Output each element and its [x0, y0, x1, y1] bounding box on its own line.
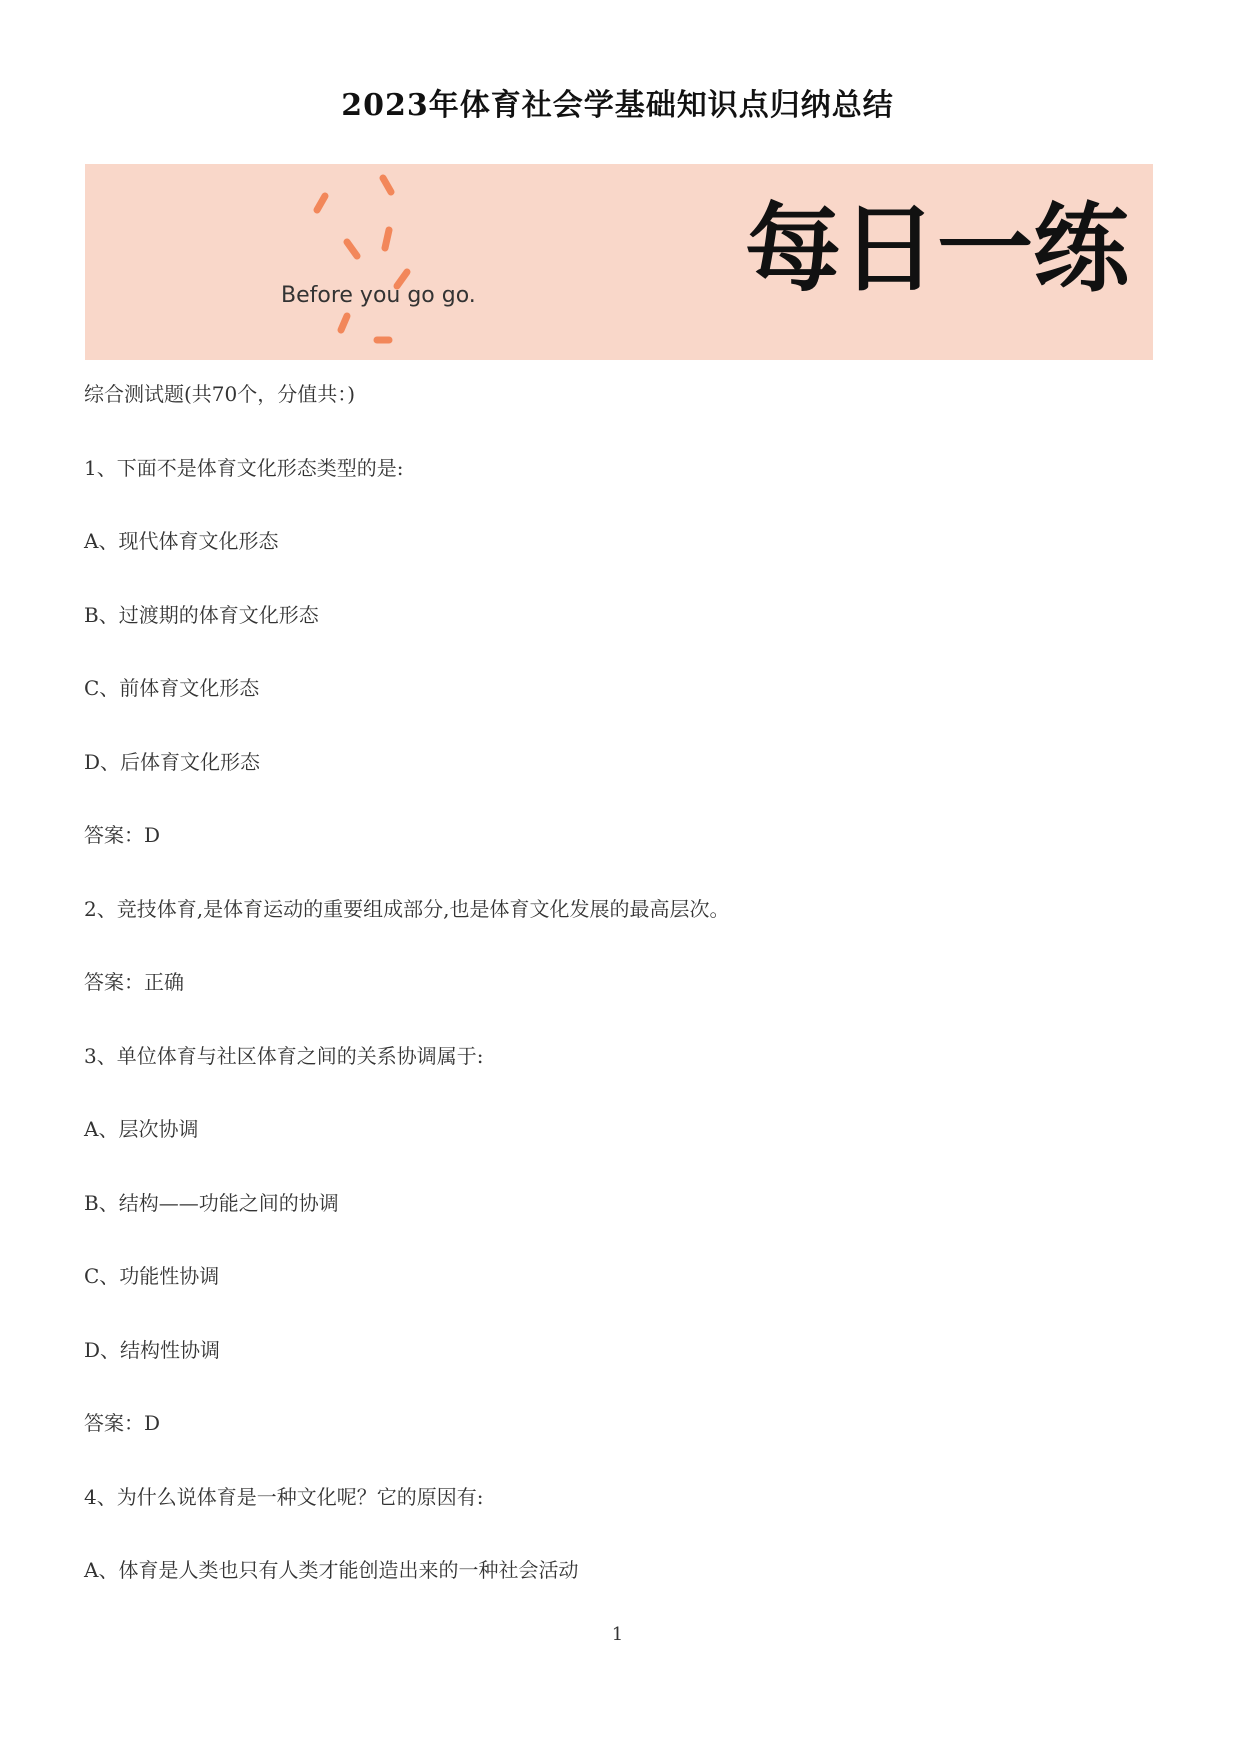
page-number: 1: [611, 1624, 624, 1645]
banner-graphic: [85, 164, 1153, 360]
banner-image: [85, 164, 1153, 360]
question-2: 2、竞技体育,是体育运动的重要组成部分,也是体育文化发展的最高层次。: [84, 897, 730, 921]
answer-3: 答案：D: [84, 1411, 161, 1435]
option-3a: A、层次协调: [84, 1117, 199, 1141]
option-1b: B、过渡期的体育文化形态: [84, 603, 319, 627]
question-1: 1、下面不是体育文化形态类型的是:: [84, 456, 404, 480]
question-3: 3、单位体育与社区体育之间的关系协调属于:: [84, 1044, 484, 1068]
option-1c: C、前体育文化形态: [84, 676, 260, 700]
answer-2: 答案：正确: [84, 970, 184, 994]
option-4a: A、体育是人类也只有人类才能创造出来的一种社会活动: [84, 1558, 579, 1582]
option-1d: D、后体育文化形态: [84, 750, 261, 774]
answer-1: 答案：D: [84, 823, 161, 847]
banner-tagline: Before you go go.: [281, 283, 476, 308]
option-3b: B、结构——功能之间的协调: [84, 1191, 339, 1215]
option-3c: C、功能性协调: [84, 1264, 220, 1288]
page-title: 2023年体育社会学基础知识点归纳总结: [341, 88, 894, 123]
decorative-dashes: [317, 178, 407, 340]
intro-text: 综合测试题(共70个，分值共：): [84, 382, 356, 406]
banner-headline: 每日一练: [745, 193, 1129, 305]
question-4: 4、为什么说体育是一种文化呢？它的原因有:: [84, 1485, 484, 1509]
option-3d: D、结构性协调: [84, 1338, 221, 1362]
option-1a: A、现代体育文化形态: [84, 529, 279, 553]
